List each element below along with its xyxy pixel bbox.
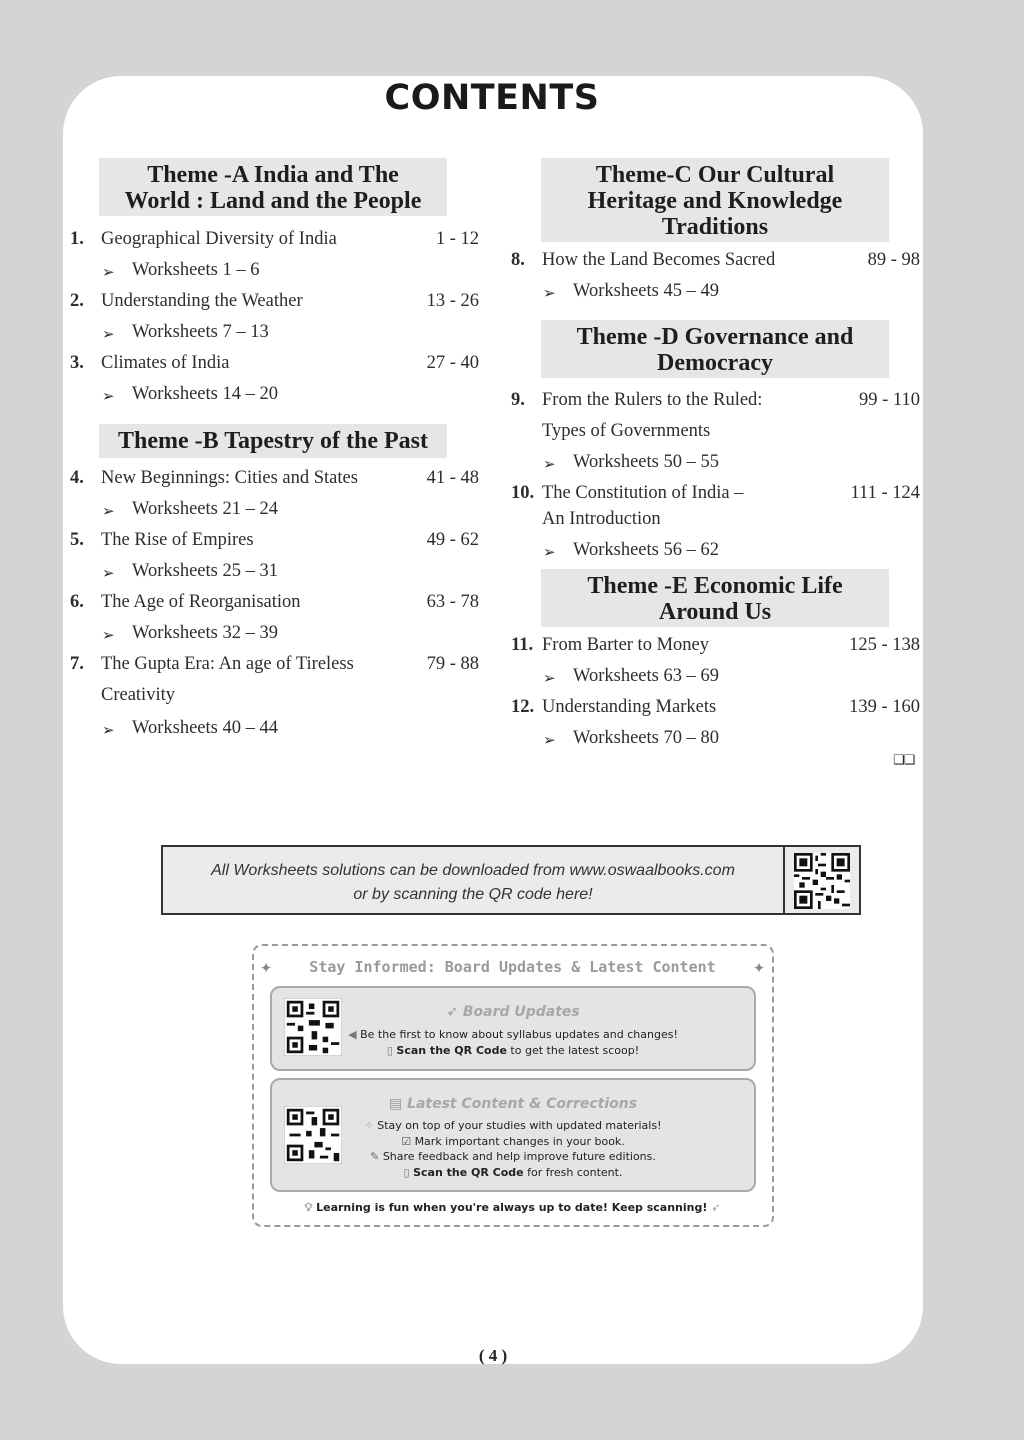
solutions-line1: All Worksheets solutions can be downloaded from www.oswaalbooks.com <box>211 862 735 879</box>
rocket-icon: ➶ <box>446 1004 458 1020</box>
chapter-title: The Rise of Empires <box>101 530 254 550</box>
board-updates-card <box>270 986 756 1071</box>
stay-informed-title: Stay Informed: Board Updates & Latest Content <box>309 958 716 976</box>
stay-informed-heading <box>254 954 771 978</box>
theme-b-title: Theme -B Tapestry of the Past <box>118 428 428 454</box>
chapter-pages: 99 - 110 <box>859 390 920 410</box>
checkbox-icon: ☑ <box>401 1135 412 1148</box>
chapter-number: 5. <box>70 530 84 550</box>
worksheets-label: Worksheets 63 – 69 <box>573 666 719 686</box>
arrow-bullet-icon: ➢ <box>102 265 115 281</box>
worksheets-label: Worksheets 40 – 44 <box>132 718 278 738</box>
chapter-title: New Beginnings: Cities and States <box>101 468 358 488</box>
pencil-icon: ✎ <box>370 1150 380 1163</box>
arrow-bullet-icon: ➢ <box>543 545 556 561</box>
scan-qr-emphasis: Scan the QR Code <box>396 1044 507 1057</box>
worksheets-label: Worksheets 7 – 13 <box>132 322 269 342</box>
theme-c-title-line3: Traditions <box>661 214 769 240</box>
theme-c-title-line2: Heritage and Knowledge <box>587 188 843 214</box>
worksheets-label: Worksheets 1 – 6 <box>132 260 260 280</box>
theme-c-title-line1: Theme-C Our Cultural <box>595 162 835 188</box>
latest-content-heading <box>272 1096 754 1112</box>
board-updates-text2: to get the latest scoop! <box>506 1044 640 1057</box>
chapter-title: Climates of India <box>101 353 230 373</box>
solutions-box <box>161 845 861 915</box>
chapter-number: 6. <box>70 592 84 612</box>
chapter-number: 3. <box>70 353 84 373</box>
arrow-bullet-icon: ➢ <box>102 389 115 405</box>
chapter-title: How the Land Becomes Sacred <box>542 250 776 270</box>
arrow-bullet-icon: ➢ <box>102 723 115 739</box>
latest-content-line4 <box>272 1166 754 1179</box>
arrow-bullet-icon: ➢ <box>543 457 556 473</box>
latest-content-card <box>270 1078 756 1192</box>
theme-d-header <box>541 320 889 378</box>
end-mark: ❑❑ <box>893 753 915 768</box>
party-popper-icon: ✦ <box>752 954 765 978</box>
latest-content-line2 <box>272 1135 754 1148</box>
theme-e-header <box>541 569 889 627</box>
chapter-title: Geographical Diversity of India <box>101 229 337 249</box>
divider <box>783 847 785 913</box>
chapter-pages: 13 - 26 <box>426 291 479 311</box>
theme-a-header <box>99 158 447 216</box>
arrow-bullet-icon: ➢ <box>102 327 115 343</box>
solutions-text <box>163 859 783 907</box>
chapter-pages: 49 - 62 <box>426 530 479 550</box>
chapter-title: The Constitution of India – <box>542 483 744 503</box>
chapter-number: 10. <box>511 483 535 503</box>
latest-content-title: Latest Content & Corrections <box>407 1096 638 1112</box>
chapter-number: 12. <box>511 697 535 717</box>
chapter-number: 11. <box>511 635 534 655</box>
board-updates-heading <box>272 1004 754 1020</box>
latest-content-line3 <box>272 1150 754 1163</box>
latest-content-text1: Stay on top of your studies with updated materials! <box>377 1119 662 1132</box>
theme-d-title-line1: Theme -D Governance and <box>576 324 854 350</box>
theme-a-title-line1: Theme -A India and The <box>147 162 399 188</box>
phone-icon: ▯ <box>386 1044 393 1057</box>
arrow-bullet-icon: ➢ <box>543 671 556 687</box>
arrow-bullet-icon: ➢ <box>543 286 556 302</box>
chapter-pages: 125 - 138 <box>849 635 920 655</box>
theme-b-header <box>99 424 447 458</box>
chapter-title: Understanding Markets <box>542 697 717 717</box>
chapter-number: 4. <box>70 468 84 488</box>
page-title: CONTENTS <box>384 78 600 118</box>
chapter-pages: 27 - 40 <box>426 353 479 373</box>
latest-content-text2: Mark important changes in your book. <box>414 1135 625 1148</box>
theme-a-title-line2: World : Land and the People <box>124 188 422 214</box>
chapter-number: 2. <box>70 291 84 311</box>
worksheets-label: Worksheets 32 – 39 <box>132 623 278 643</box>
board-updates-text1: Be the first to know about syllabus updates and changes! <box>360 1028 678 1041</box>
page-number: ( 4 ) <box>478 1346 508 1365</box>
chapter-pages: 89 - 98 <box>867 250 920 270</box>
chapter-number: 7. <box>70 654 84 674</box>
board-updates-title: Board Updates <box>462 1004 580 1020</box>
theme-d-title-line2: Democracy <box>657 350 773 376</box>
arrow-bullet-icon: ➢ <box>102 504 115 520</box>
books-icon: ▤ <box>388 1096 403 1112</box>
chapter-title-line2: Creativity <box>101 685 175 705</box>
chapter-pages: 139 - 160 <box>849 697 920 717</box>
theme-e-title-line1: Theme -E Economic Life <box>587 573 843 599</box>
chapter-title: The Age of Reorganisation <box>101 592 301 612</box>
chapter-pages: 111 - 124 <box>850 483 920 503</box>
worksheets-label: Worksheets 50 – 55 <box>573 452 719 472</box>
chapter-title-line2: Types of Governments <box>542 421 711 441</box>
chapter-title: The Gupta Era: An age of Tireless <box>101 654 354 674</box>
chapter-number: 8. <box>511 250 525 270</box>
stay-informed-footer-text: Learning is fun when you're always up to date! Keep scanning! <box>316 1201 708 1214</box>
chapter-pages: 1 - 12 <box>435 229 479 249</box>
chapter-title: Understanding the Weather <box>101 291 303 311</box>
party-popper-icon: ✦ <box>260 954 273 978</box>
worksheets-label: Worksheets 21 – 24 <box>132 499 278 519</box>
theme-e-title-line2: Around Us <box>658 599 772 625</box>
lightbulb-icon: 💡︎ <box>304 1201 313 1214</box>
solutions-line2: or by scanning the QR code here! <box>353 886 593 903</box>
chapter-number: 1. <box>70 229 84 249</box>
qr-code-icon[interactable] <box>794 853 850 909</box>
chapter-pages: 79 - 88 <box>426 654 479 674</box>
phone-icon: ▯ <box>403 1166 410 1179</box>
worksheets-label: Worksheets 56 – 62 <box>573 540 719 560</box>
latest-content-text4: for fresh content. <box>523 1166 623 1179</box>
megaphone-icon: ◀ <box>348 1028 357 1041</box>
worksheets-label: Worksheets 25 – 31 <box>132 561 278 581</box>
arrow-bullet-icon: ➢ <box>102 566 115 582</box>
worksheets-label: Worksheets 45 – 49 <box>573 281 719 301</box>
chapter-title: From the Rulers to the Ruled: <box>542 390 763 410</box>
scan-qr-emphasis: Scan the QR Code <box>413 1166 524 1179</box>
chapter-title-line2: An Introduction <box>542 509 661 529</box>
rocket-icon: ➶ <box>711 1201 721 1214</box>
board-updates-line2 <box>272 1044 754 1057</box>
stay-informed-panel <box>252 944 774 1227</box>
chapter-title: From Barter to Money <box>542 635 709 655</box>
latest-content-text3: Share feedback and help improve future editions. <box>382 1150 656 1163</box>
chapter-pages: 41 - 48 <box>426 468 479 488</box>
theme-c-header <box>541 158 889 242</box>
arrow-bullet-icon: ➢ <box>543 733 556 749</box>
chapter-number: 9. <box>511 390 525 410</box>
worksheets-label: Worksheets 70 – 80 <box>573 728 719 748</box>
worksheets-label: Worksheets 14 – 20 <box>132 384 278 404</box>
chapter-pages: 63 - 78 <box>426 592 479 612</box>
stay-informed-footer <box>254 1201 771 1215</box>
latest-content-line1 <box>272 1119 754 1132</box>
arrow-bullet-icon: ➢ <box>102 628 115 644</box>
sparkle-icon: ✧ <box>364 1119 374 1132</box>
board-updates-line1 <box>272 1028 754 1041</box>
